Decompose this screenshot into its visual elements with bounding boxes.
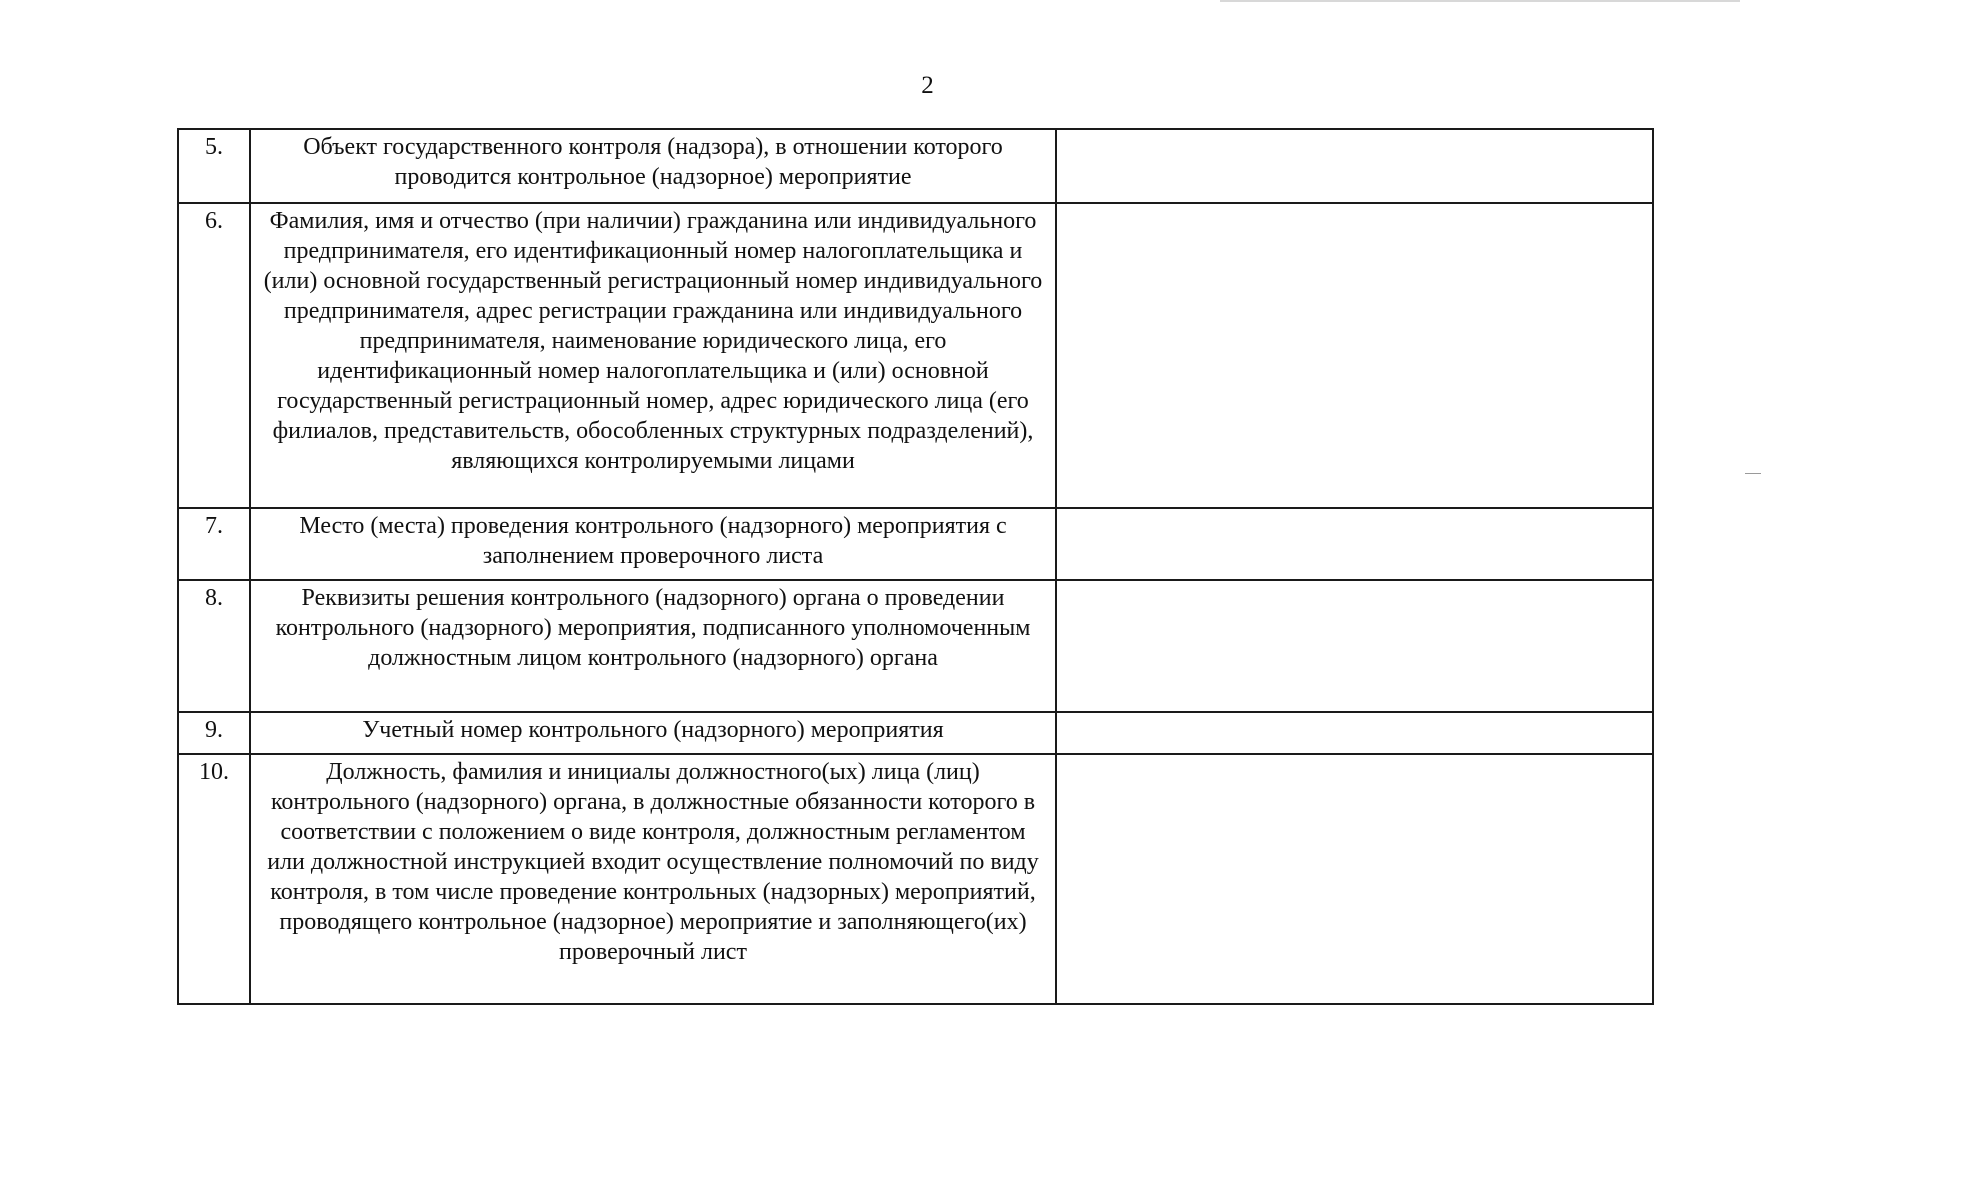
row-value-field[interactable] — [1056, 129, 1653, 203]
row-label: Учетный номер контрольного (надзорного) мероприятия — [250, 712, 1056, 754]
row-value-field[interactable] — [1056, 580, 1653, 712]
row-label: Реквизиты решения контрольного (надзорного) органа о проведении контрольного (надзорного) мероприятия, подписанного уполномоченным должностным лицом контрольного (надзорного) органа — [250, 580, 1056, 712]
row-label: Объект государственного контроля (надзора), в отношении которого проводится контрольное (надзорное) мероприятие — [250, 129, 1056, 203]
scan-artifact-dash — [1745, 473, 1761, 474]
table-row — [178, 580, 1653, 712]
row-number: 5. — [178, 129, 250, 203]
row-label: Место (места) проведения контрольного (надзорного) мероприятия с заполнением проверочного листа — [250, 508, 1056, 580]
row-label: Фамилия, имя и отчество (при наличии) гражданина или индивидуального предпринимателя, его идентификационный номер налогоплательщика и (или) основной государственный регистрационный номер индивидуального предпринимателя, адрес регистрации гражданина или индивидуального предпринимателя, наименование юридического лица, его идентификационный номер налогоплательщика и (или) основной государственный регистрационный номер, адрес юридического лица (его филиалов, представительств, обособленных структурных подразделений), являющихся контролируемыми лицами — [250, 203, 1056, 508]
table-row — [178, 508, 1653, 580]
row-label: Должность, фамилия и инициалы должностного(ых) лица (лиц) контрольного (надзорного) органа, в должностные обязанности которого в соответствии с положением о виде контроля, должностным регламентом или должностной инструкцией входит осуществление полномочий по виду контроля, в том числе проведение контрольных (надзорных) мероприятий, проводящего контрольное (надзорное) мероприятие и заполняющего(их) проверочный лист — [250, 754, 1056, 1004]
table-row — [178, 203, 1653, 508]
table-row — [178, 129, 1653, 203]
table-row — [178, 712, 1653, 754]
table-row — [178, 754, 1653, 1004]
row-number: 6. — [178, 203, 250, 508]
row-number: 10. — [178, 754, 250, 1004]
row-number: 9. — [178, 712, 250, 754]
row-number: 7. — [178, 508, 250, 580]
page-number: 2 — [921, 72, 934, 99]
checklist-table — [177, 128, 1654, 1005]
row-value-field[interactable] — [1056, 712, 1653, 754]
row-number: 8. — [178, 580, 250, 712]
row-value-field[interactable] — [1056, 203, 1653, 508]
row-value-field[interactable] — [1056, 754, 1653, 1004]
scan-artifact-line — [1220, 0, 1740, 2]
row-value-field[interactable] — [1056, 508, 1653, 580]
